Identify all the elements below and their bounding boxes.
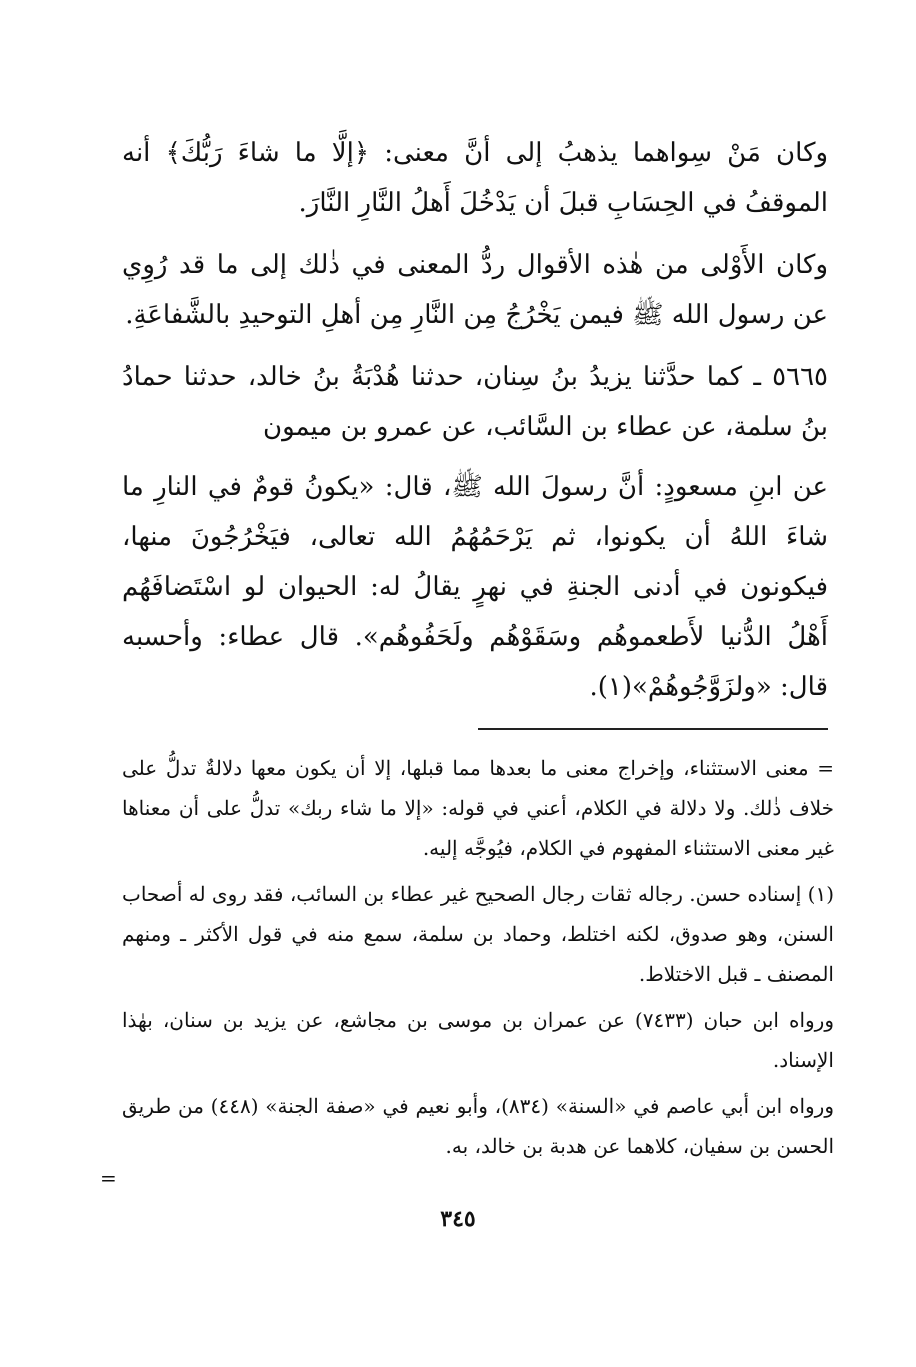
footnote-separator — [478, 728, 828, 730]
main-text — [122, 128, 828, 724]
footnote-continue-mark: = — [100, 1166, 117, 1190]
hadith-isnad: ٥٦٦٥ ـ كما حدَّثنا يزيدُ بنُ سِنان، حدثنا هُدْبَةُ بنُ خالد، حدثنا حمادُ بنُ سلمة، عن عطاء بن السَّائب، عن عمرو بن ميمون — [122, 362, 828, 442]
hadith-matn: عن ابنِ مسعودٍ: أنَّ رسولَ الله ﷺ، قال: «يكونُ قومٌ في النارِ ما شاءَ اللهُ أن يكونوا، ثم يَرْحَمُهُمُ الله تعالى، فيَخْرُجُونَ منها، فيكونون في أدنى الجنةِ في نهرٍ يقالُ له: الحيوان لو اسْتَضافَهُم أَهْلُ الدُّنيا لأَطعموهُم وسَقَوْهُم ولَحَفُوهُم». قال عطاء: وأحسبه قال: «ولزَوَّجُوهُمْ»(١). — [122, 472, 828, 702]
page-number: ٣٤٥ — [440, 1206, 476, 1232]
paragraph-1: وكان مَنْ سِواهما يذهبُ إلى أنَّ معنى: ﴿إلَّا ما شاءَ رَبُّكَ﴾ أنه الموقفُ في الحِسَابِ قبلَ أن يَدْخُلَ أَهلُ النَّارِ النَّارَ. — [122, 138, 829, 218]
footnote-1-ibn-abi-asim: ورواه ابن أبي عاصم في «السنة» (٨٣٤)، وأبو نعيم في «صفة الجنة» (٤٤٨) من طريق الحسن بن سفيان، كلاهما عن هدبة بن خالد، به. — [122, 1094, 834, 1158]
footnote-1-isnad: (١) إسناده حسن. رجاله ثقات رجال الصحيح غير عطاء بن السائب، فقد روى له أصحاب السنن، وهو صدوق، لكنه اختلط، وحماد بن سلمة، سمع منه في قول الأكثر ـ ومنهم المصنف ـ قبل الاختلاط. — [122, 882, 834, 986]
footnotes — [122, 748, 834, 1172]
footnote-continuation: = معنى الاستثناء، وإخراج معنى ما بعدها مما قبلها، إلا أن يكون معها دلالةٌ تدلُّ على خلاف ذٰلك. ولا دلالة في الكلام، أعني في قوله: «إلا ما شاء ربك» تدلُّ على أن معناها غير معنى الاستثناء المفهوم في الكلام، فيُوجَّه إليه. — [122, 756, 834, 860]
footnote-1-ibn-hibban: ورواه ابن حبان (٧٤٣٣) عن عمران بن موسى بن مجاشع، عن يزيد بن سنان، بهٰذا الإسناد. — [122, 1008, 834, 1072]
paragraph-2: وكان الأَوْلى من هٰذه الأقوال ردُّ المعنى في ذٰلك إلى ما قد رُوِي عن رسول الله ﷺ فيمن يَخْرُجُ مِن النَّارِ مِن أهلِ التوحيدِ بالشَّفاعَةِ. — [122, 250, 828, 330]
